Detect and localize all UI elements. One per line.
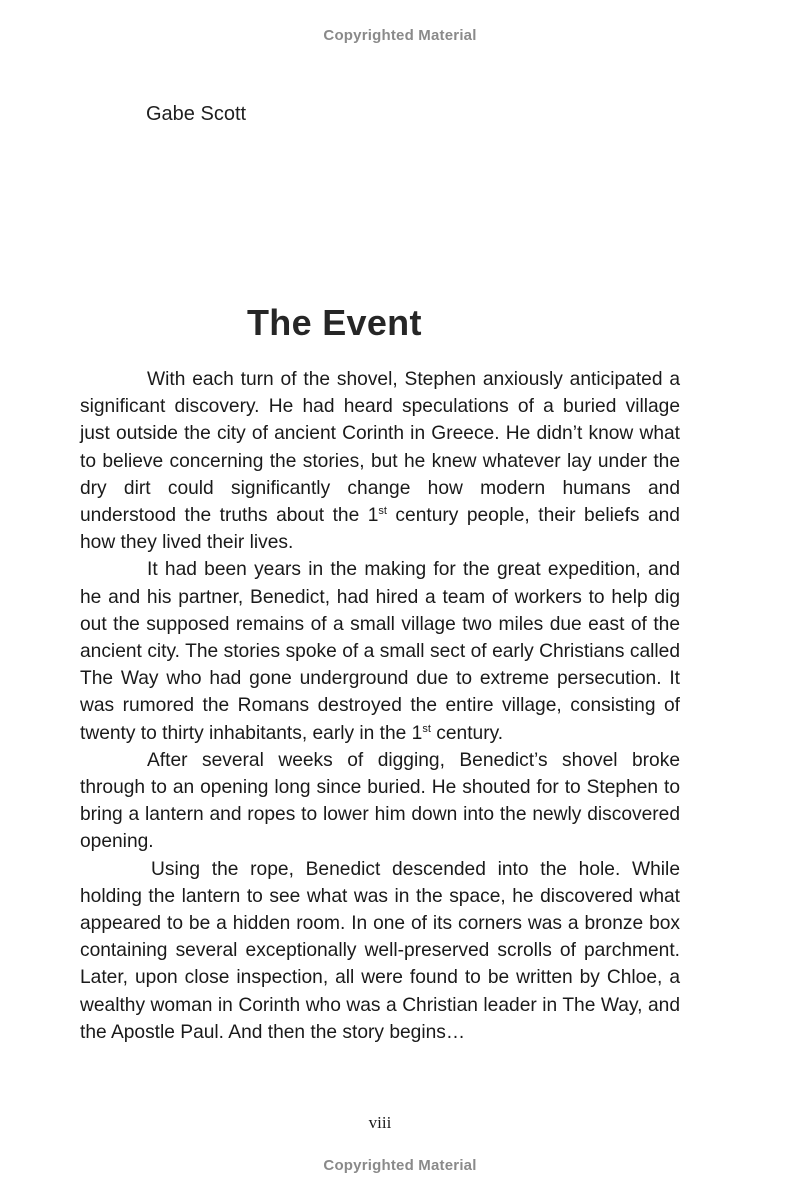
paragraph-2-superscript: st — [422, 722, 431, 735]
paragraph-3: After several weeks of digging, Benedict’s shovel broke through to an opening long since buried. He shouted for to Stephen to bring a lantern and ropes to lower him down into the newly discovered opening. — [80, 749, 680, 853]
page-number: viii — [368, 1113, 392, 1132]
paragraph-2 — [80, 556, 680, 746]
watermark-bottom: Copyrighted Material — [323, 1157, 477, 1174]
paragraph-1 — [80, 366, 680, 556]
watermark-top: Copyrighted Material — [323, 27, 477, 44]
paragraph-4: Using the rope, Benedict descended into the hole. While holding the lantern to see what was in the space, he discovered what appeared to be a hidden room. In one of its corners was a bronze box containing several exceptionally well-preserved scrolls of parchment. Later, upon close inspection, all were found to be written by Chloe, a wealthy woman in Corinth who was a Christian leader in The Way, and the Apostle Paul. And then the story begins… — [80, 858, 680, 1043]
paragraph-1-superscript: st — [378, 505, 387, 518]
paragraph-1-text: With each turn of the shovel, Stephen anxiously anticipated a significant discovery. He had heard speculations of a buried village just outside the city of ancient Corinth in Greece. He didn’t know what to believe concerning the stories, but he knew whatever lay under the dry dirt could significantly change how modern humans and understood the truths about the 1 — [80, 369, 680, 527]
paragraph-1-text-end: century people, their beliefs and how they lived their lives. — [80, 505, 680, 554]
paragraph-2-text: It had been years in the making for the great expedition, and he and his partner, Benedict, had hired a team of workers to help dig out the supposed remains of a small village two miles due east of the ancient city. The stories spoke of a small sect of early Christians called The Way who had gone underground due to extreme persecution. It was rumored the Romans destroyed the entire village, consisting of twenty to thirty inhabitants, early in the 1 — [80, 559, 680, 744]
chapter-body — [80, 366, 680, 1046]
running-header-author: Gabe Scott — [146, 103, 247, 125]
paragraph-2-text-end: century. — [430, 722, 504, 744]
chapter-title: The Event — [247, 302, 422, 343]
